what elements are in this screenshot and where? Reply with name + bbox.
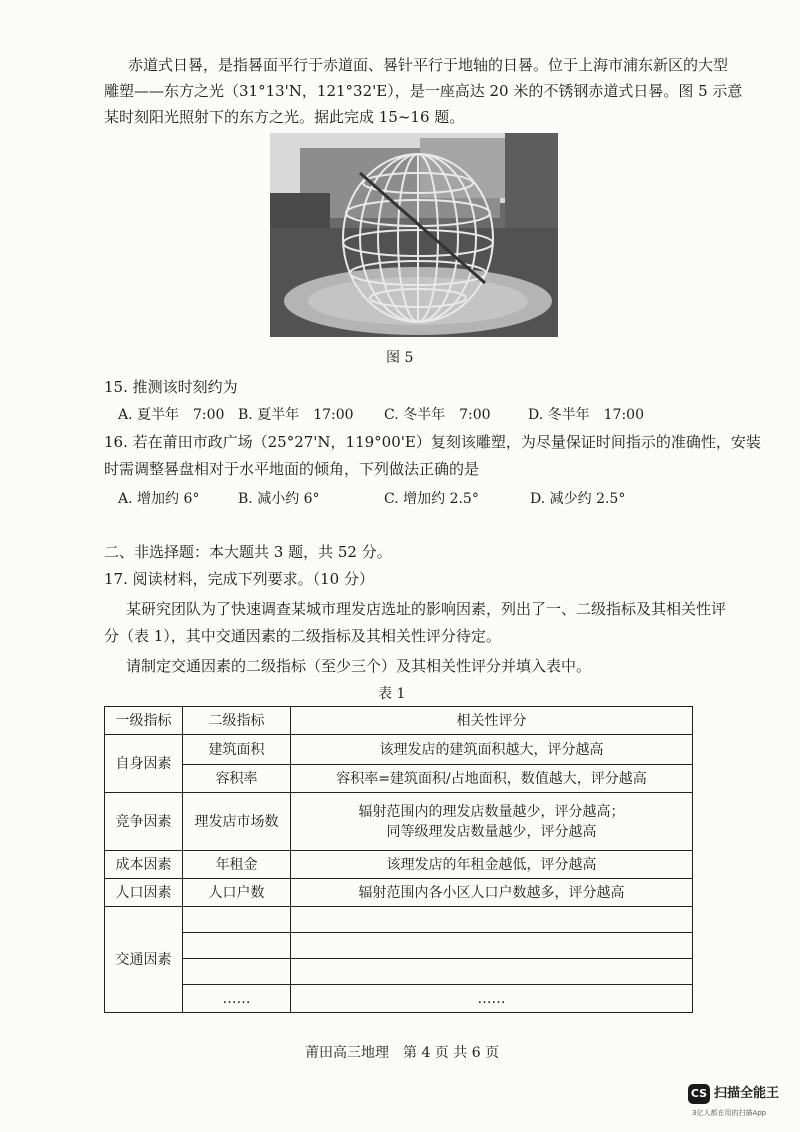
q17-title: 17. 阅读材料，完成下列要求。（10 分）: [104, 570, 374, 588]
intro-line-2: 雕塑——东方之光（31°13'N，121°32'E），是一座高达 20 米的不锈钢赤道式日晷。图 5 示意: [104, 82, 743, 100]
q16-option-c[interactable]: C. 增加约 2.5°: [384, 491, 479, 507]
cell-level2: 容积率: [183, 765, 291, 793]
q16-stem-line-2: 时需调整晷盘相对于水平地面的倾角，下列做法正确的是: [104, 460, 480, 478]
q16-stem-line-1: 16. 若在莆田市政广场（25°27'N，119°00'E）复刻该雕塑，为尽量保证时间指示的准确性，安装: [104, 433, 761, 451]
ellipsis-level2: ……: [183, 985, 291, 1013]
table-row-ellipsis: [105, 985, 693, 1013]
q16-option-d[interactable]: D. 减少约 2.5°: [530, 491, 626, 507]
q15-option-b[interactable]: B. 夏半年 17:00: [238, 407, 354, 423]
watermark-tagline: 3亿人都在用的扫描App: [692, 1109, 767, 1117]
cell-level2: 年租金: [183, 851, 291, 879]
table-row-blank: [105, 907, 693, 933]
figure-caption: 图 5: [386, 350, 414, 366]
table-row: [105, 793, 693, 851]
intro-line-1: 赤道式日晷，是指晷面平行于赤道面、晷针平行于地轴的日晷。位于上海市浦东新区的大型: [128, 56, 729, 74]
table-caption: 表 1: [378, 686, 406, 702]
header-level2: 二级指标: [183, 707, 291, 735]
q15-stem: 15. 推测该时刻约为: [104, 378, 238, 396]
cell-score-line-2: 同等级理发店数量越少，评分越高: [386, 823, 597, 840]
indicator-table: [104, 706, 693, 1013]
table-header-row: [105, 707, 693, 735]
table-row: [105, 851, 693, 879]
cell-score: 辐射范围内各小区人口户数越多，评分越高: [291, 879, 693, 907]
cell-level1: 人口因素: [105, 879, 183, 907]
section-2-title: 二、非选择题：本大题共 3 题，共 52 分。: [104, 543, 392, 561]
cell-level1-traffic: 交通因素: [105, 907, 183, 1013]
q17-material-line-1: 某研究团队为了快速调查某城市理发店选址的影响因素，列出了一、二级指标及其相关性评: [126, 600, 727, 618]
blank-level2[interactable]: [183, 933, 291, 959]
cell-level2: 建筑面积: [183, 735, 291, 765]
q15-option-c[interactable]: C. 冬半年 7:00: [384, 407, 491, 423]
blank-level2[interactable]: [183, 959, 291, 985]
blank-score[interactable]: [291, 907, 693, 933]
table-row: [105, 879, 693, 907]
cell-score-line-1: 辐射范围内的理发店数量越少，评分越高；: [358, 803, 625, 820]
page-footer: 莆田高三地理 第 4 页 共 6 页: [305, 1045, 500, 1061]
header-level1: 一级指标: [105, 707, 183, 735]
cell-score: 容积率=建筑面积/占地面积，数值越大，评分越高: [291, 765, 693, 793]
table-row-blank: [105, 933, 693, 959]
cs-logo-icon: CS: [688, 1084, 710, 1104]
table-row: [105, 765, 693, 793]
q17-material-line-2: 分（表 1），其中交通因素的二级指标及其相关性评分待定。: [104, 627, 501, 645]
q15-option-d[interactable]: D. 冬半年 17:00: [528, 407, 644, 423]
sundial-photo: [270, 133, 558, 337]
cell-level2: 理发店市场数: [183, 793, 291, 851]
table-row: [105, 735, 693, 765]
header-score: 相关性评分: [291, 707, 693, 735]
q15-option-a[interactable]: A. 夏半年 7:00: [118, 407, 225, 423]
cell-level1: 竞争因素: [105, 793, 183, 851]
cell-score: 该理发店的年租金越低，评分越高: [291, 851, 693, 879]
blank-level2[interactable]: [183, 907, 291, 933]
watermark-name: 扫描全能王: [714, 1086, 780, 1101]
table-row-blank: [105, 959, 693, 985]
q16-option-b[interactable]: B. 减小约 6°: [238, 491, 320, 507]
q16-option-a[interactable]: A. 增加约 6°: [118, 491, 200, 507]
cell-level2: 人口户数: [183, 879, 291, 907]
blank-score[interactable]: [291, 933, 693, 959]
cell-score: 该理发店的建筑面积越大，评分越高: [291, 735, 693, 765]
blank-score[interactable]: [291, 959, 693, 985]
cell-level1: 成本因素: [105, 851, 183, 879]
ellipsis-score: ……: [291, 985, 693, 1013]
q17-task: 请制定交通因素的二级指标（至少三个）及其相关性评分并填入表中。: [126, 657, 592, 675]
intro-line-3: 某时刻阳光照射下的东方之光。据此完成 15~16 题。: [104, 108, 465, 126]
scanner-watermark: [688, 1084, 792, 1124]
cell-level1: 自身因素: [105, 735, 183, 793]
cell-score: [291, 793, 693, 851]
